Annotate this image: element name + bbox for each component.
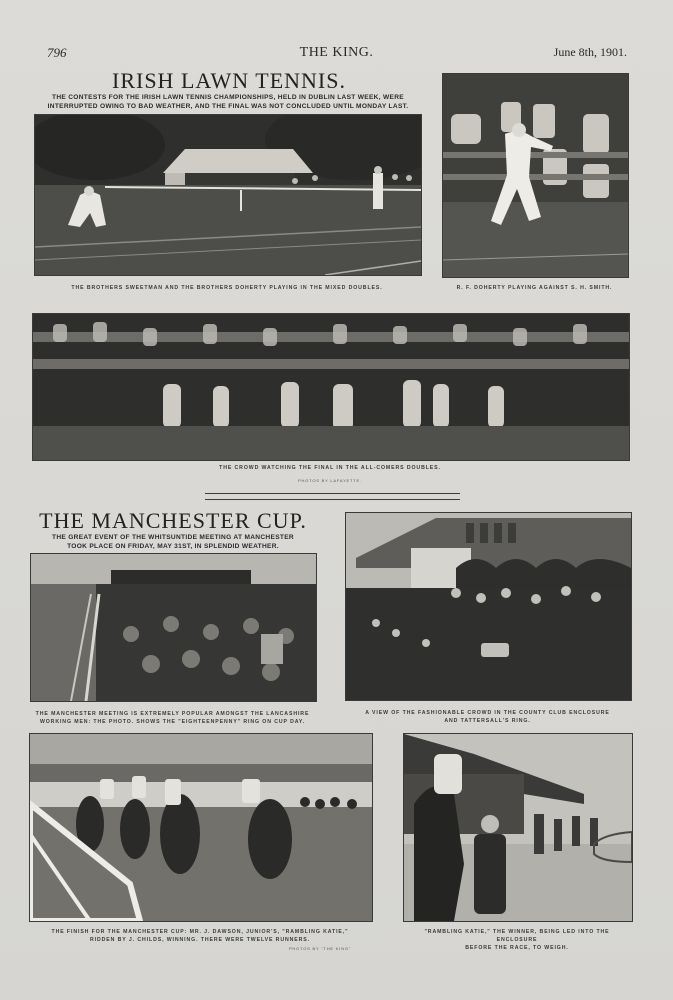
caption-winner-led-in bbox=[403, 928, 631, 952]
photo-crowd-all-comers bbox=[32, 313, 630, 461]
manchester-headline: THE MANCHESTER CUP. bbox=[39, 508, 307, 533]
section-divider-bottom bbox=[205, 499, 460, 500]
caption-doherty-playing: R. F. DOHERTY PLAYING AGAINST S. H. SMITH. bbox=[456, 285, 613, 291]
page-number: 796 bbox=[47, 45, 67, 60]
tennis-player-illustration bbox=[443, 74, 628, 277]
caption-county-club-enclosure bbox=[345, 709, 630, 725]
manchester-subheading-line: THE GREAT EVENT OF THE WHITSUNTIDE MEETING AT MANCHESTER bbox=[52, 534, 294, 541]
caption-eighteenpenny-ring bbox=[30, 710, 315, 726]
caption-line: THE FINISH FOR THE MANCHESTER CUP: MR. J. DAWSON, JUNIOR'S, "RAMBLING KATIE," bbox=[51, 929, 349, 935]
tennis-subheading-line: THE CONTESTS FOR THE IRISH LAWN TENNIS CHAMPIONSHIPS, HELD IN DUBLIN LAST WEEK, WERE bbox=[52, 94, 404, 101]
caption-mixed-doubles: THE BROTHERS SWEETMAN AND THE BROTHERS DOHERTY PLAYING IN THE MIXED DOUBLES. bbox=[71, 285, 383, 291]
caption-line: BEFORE THE RACE, TO WEIGH. bbox=[465, 945, 569, 951]
manchester-subheading bbox=[28, 533, 318, 551]
caption-line: WORKING MEN: THE PHOTO. SHOWS THE "EIGHTEENPENNY" RING ON CUP DAY. bbox=[39, 719, 306, 725]
horse-race-illustration bbox=[30, 734, 372, 921]
winner-horse-illustration bbox=[404, 734, 632, 921]
issue-date: June 8th, 1901. bbox=[553, 45, 627, 59]
manchester-subheading-line: TOOK PLACE ON FRIDAY, MAY 31ST, IN SPLENDID WEATHER. bbox=[67, 543, 279, 550]
racecourse-crowd-illustration bbox=[31, 554, 316, 701]
crowd-illustration bbox=[33, 314, 629, 460]
photo-credit-the-king: PHOTOS BY "THE KING" bbox=[288, 946, 352, 951]
caption-line: RIDDEN BY J. CHILDS, WINNING. THERE WERE TWELVE RUNNERS. bbox=[90, 937, 310, 943]
caption-line: THE MANCHESTER MEETING IS EXTREMELY POPULAR AMONGST THE LANCASHIRE bbox=[35, 711, 310, 717]
photo-credit-lafayette: PHOTOS BY LAFAYETTE. bbox=[298, 478, 362, 483]
photo-finish-of-race bbox=[29, 733, 373, 922]
photo-eighteenpenny-ring bbox=[30, 553, 317, 702]
caption-line: "RAMBLING KATIE," THE WINNER, BEING LED INTO THE ENCLOSURE bbox=[424, 929, 610, 943]
photo-mixed-doubles bbox=[34, 114, 422, 276]
grandstand-illustration bbox=[346, 513, 631, 700]
tennis-headline: IRISH LAWN TENNIS. bbox=[112, 68, 346, 93]
caption-line: A VIEW OF THE FASHIONABLE CROWD IN THE COUNTY CLUB ENCLOSURE bbox=[365, 710, 610, 716]
caption-crowd-all-comers: THE CROWD WATCHING THE FINAL IN THE ALL-COMERS DOUBLES. bbox=[219, 465, 441, 471]
tennis-subheading bbox=[30, 93, 426, 111]
caption-finish-of-race bbox=[29, 928, 371, 944]
photo-winner-led-in bbox=[403, 733, 633, 922]
tennis-subheading-line: INTERRUPTED OWING TO BAD WEATHER, AND THE FINAL WAS NOT CONCLUDED UNTIL MONDAY LAST. bbox=[47, 103, 409, 110]
section-divider-top bbox=[205, 493, 460, 494]
tennis-court-illustration bbox=[35, 115, 421, 275]
photo-county-club-enclosure bbox=[345, 512, 632, 701]
caption-line: AND TATTERSALL'S RING. bbox=[444, 718, 531, 724]
publication-title: THE KING. bbox=[299, 45, 374, 60]
photo-doherty-playing bbox=[442, 73, 629, 278]
